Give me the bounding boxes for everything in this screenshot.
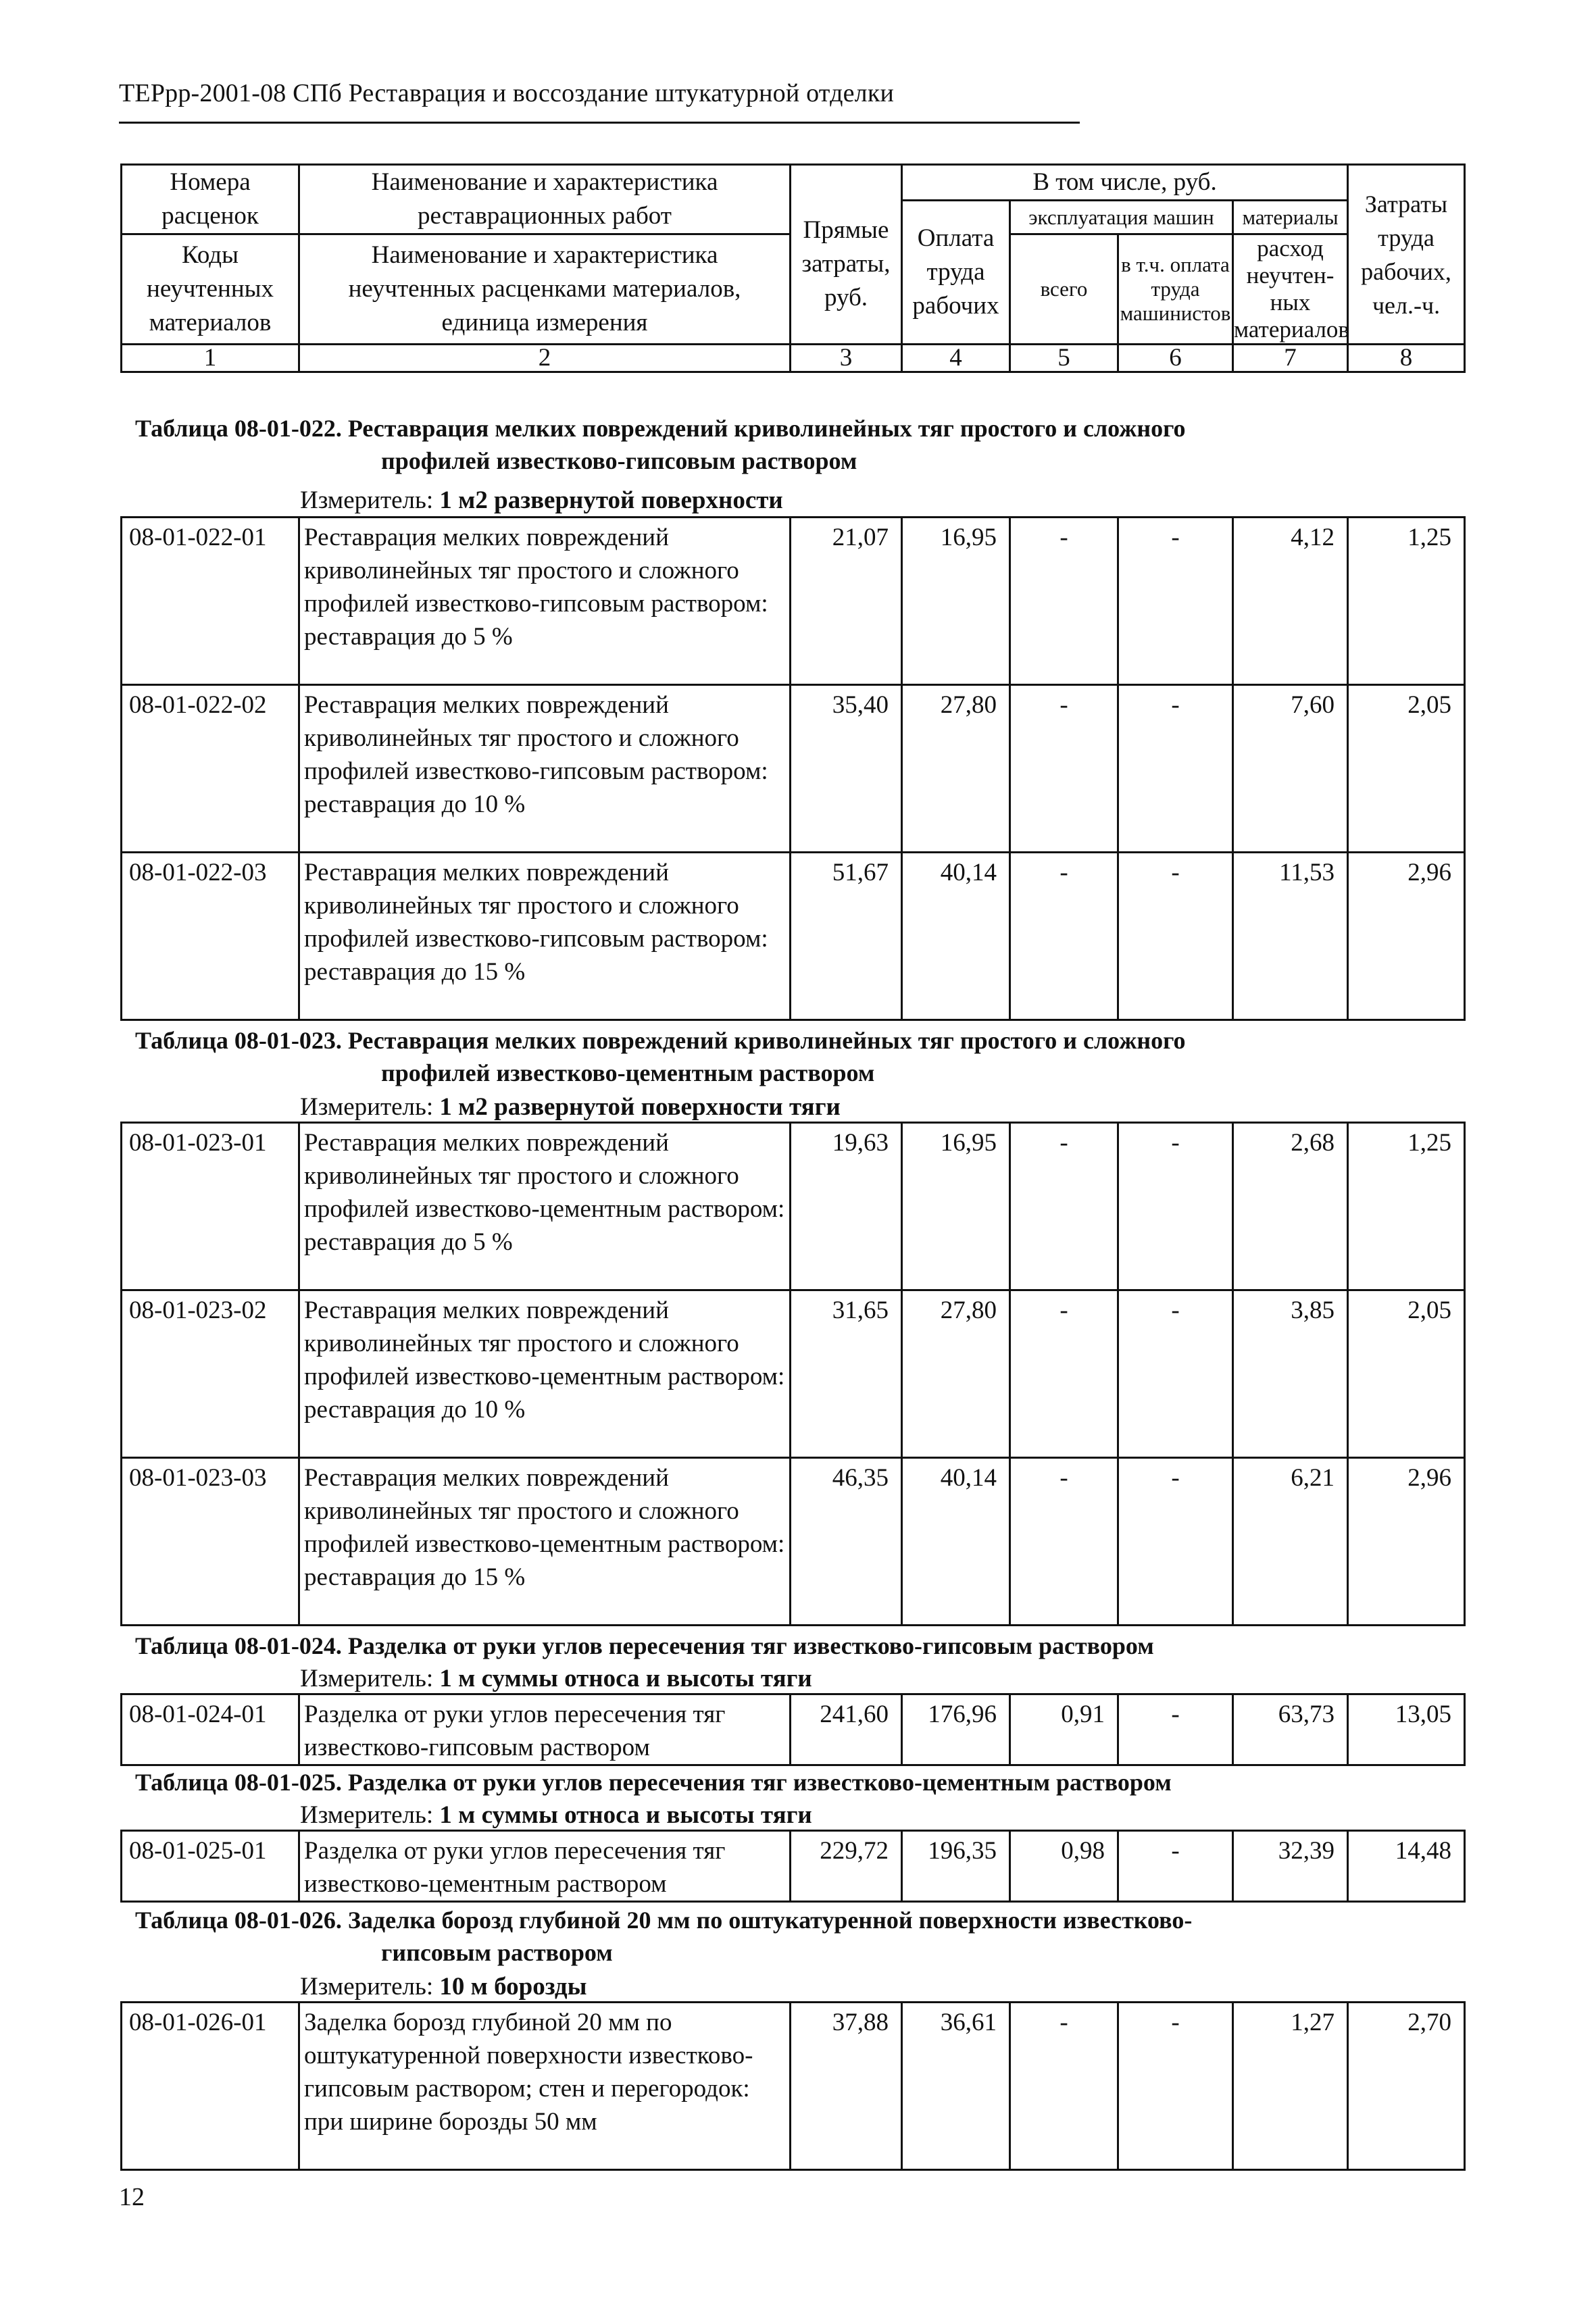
col-materials-unaccounted: расход неучтен-ных материалов [1233, 234, 1348, 345]
rate-code: 08-01-022-02 [122, 685, 299, 853]
rates-table-026 [120, 2001, 1466, 2171]
direct-cost: 31,65 [791, 1290, 902, 1458]
machines-cost: - [1010, 518, 1118, 685]
rate-description: Реставрация мелких повреждений криволинейных тяг простого и сложного профилей известково-цементным раствором: реставрация до 5 % [299, 1123, 791, 1290]
machinists-wage: - [1118, 518, 1233, 685]
col-name-top: Наименование и характеристика реставрационных работ [299, 165, 791, 234]
table-unit: Измеритель: 1 м суммы относа и высоты тяги [300, 1665, 812, 1692]
machines-cost: - [1010, 1123, 1118, 1290]
col-name-bottom: Наименование и характеристика неучтенных расценками материалов, единица измерения [299, 234, 791, 345]
rate-code: 08-01-023-01 [122, 1123, 299, 1290]
rate-description: Реставрация мелких повреждений криволинейных тяг простого и сложного профилей известково-гипсовым раствором: реставрация до 5 % [299, 518, 791, 685]
table-row [122, 1290, 1465, 1458]
wage-cost: 36,61 [902, 2003, 1010, 2170]
table-unit: Измеритель: 1 м2 развернутой поверхности тяги [300, 1093, 841, 1121]
rate-description: Реставрация мелких повреждений криволинейных тяг простого и сложного профилей известково-гипсовым раствором: реставрация до 10 % [299, 685, 791, 853]
labor-hours: 2,70 [1348, 2003, 1465, 2170]
machinists-wage: - [1118, 1123, 1233, 1290]
wage-cost: 40,14 [902, 1458, 1010, 1626]
materials-cost: 32,39 [1233, 1831, 1348, 1902]
col-incl: В том числе, руб. [902, 165, 1348, 201]
machines-cost: 0,98 [1010, 1831, 1118, 1902]
materials-cost: 7,60 [1233, 685, 1348, 853]
machinists-wage: - [1118, 1694, 1233, 1765]
rates-table-025 [120, 1830, 1466, 1903]
rate-description: Разделка от руки углов пересечения тяг известково-гипсовым раствором [299, 1694, 791, 1765]
machines-cost: - [1010, 685, 1118, 853]
machinists-wage: - [1118, 685, 1233, 853]
rate-code: 08-01-023-02 [122, 1290, 299, 1458]
machinists-wage: - [1118, 853, 1233, 1020]
rate-code: 08-01-025-01 [122, 1831, 299, 1902]
rate-description: Реставрация мелких повреждений криволинейных тяг простого и сложного профилей известково-гипсовым раствором: реставрация до 15 % [299, 853, 791, 1020]
col-number-4: 4 [902, 345, 1010, 372]
col-wage: Оплата труда рабочих [902, 201, 1010, 345]
rates-table-022 [120, 516, 1466, 1021]
labor-hours: 2,96 [1348, 853, 1465, 1020]
table-title: Таблица 08-01-022. Реставрация мелких повреждений криволинейных тяг простого и сложного профилей известково-гипсовым раствором [135, 415, 1186, 474]
col-number-7: 7 [1233, 345, 1348, 372]
wage-cost: 27,80 [902, 1290, 1010, 1458]
table-title: Таблица 08-01-023. Реставрация мелких повреждений криволинейных тяг простого и сложного профилей известково-цементным раствором [135, 1027, 1186, 1086]
col-materials: материалы [1233, 201, 1348, 234]
rates-table-023 [120, 1122, 1466, 1626]
materials-cost: 4,12 [1233, 518, 1348, 685]
wage-cost: 196,35 [902, 1831, 1010, 1902]
materials-cost: 63,73 [1233, 1694, 1348, 1765]
title-rule [119, 122, 1080, 124]
machinists-wage: - [1118, 1290, 1233, 1458]
machines-cost: 0,91 [1010, 1694, 1118, 1765]
wage-cost: 176,96 [902, 1694, 1010, 1765]
rate-description: Реставрация мелких повреждений криволинейных тяг простого и сложного профилей известково-цементным раствором: реставрация до 10 % [299, 1290, 791, 1458]
table-unit: Измеритель: 1 м суммы относа и высоты тяги [300, 1801, 812, 1829]
machines-cost: - [1010, 1458, 1118, 1626]
table-row [122, 1123, 1465, 1290]
machinists-wage: - [1118, 1458, 1233, 1626]
direct-cost: 37,88 [791, 2003, 902, 2170]
table-row [122, 853, 1465, 1020]
col-machines-wage: в т.ч. оплата труда машинистов [1118, 234, 1233, 345]
machines-cost: - [1010, 1290, 1118, 1458]
direct-cost: 35,40 [791, 685, 902, 853]
rate-description: Заделка борозд глубиной 20 мм по оштукатуренной поверхности известково-гипсовым раствором; стен и перегородок: при ширине борозды 50 мм [299, 2003, 791, 2170]
rate-code: 08-01-026-01 [122, 2003, 299, 2170]
table-row [122, 518, 1465, 685]
col-number-3: 3 [791, 345, 902, 372]
col-machines-total: всего [1010, 234, 1118, 345]
materials-cost: 3,85 [1233, 1290, 1348, 1458]
col-number-2: 2 [299, 345, 791, 372]
col-labor: Затраты труда рабочих, чел.-ч. [1348, 165, 1465, 345]
direct-cost: 21,07 [791, 518, 902, 685]
direct-cost: 19,63 [791, 1123, 902, 1290]
machinists-wage: - [1118, 1831, 1233, 1902]
table-row [122, 2003, 1465, 2170]
table-unit: Измеритель: 10 м борозды [300, 1973, 587, 2001]
table-title: Таблица 08-01-024. Разделка от руки углов пересечения тяг известково-гипсовым раствором [135, 1632, 1154, 1659]
labor-hours: 2,05 [1348, 685, 1465, 853]
labor-hours: 14,48 [1348, 1831, 1465, 1902]
wage-cost: 16,95 [902, 518, 1010, 685]
table-unit: Измеритель: 1 м2 развернутой поверхности [300, 486, 783, 514]
labor-hours: 13,05 [1348, 1694, 1465, 1765]
table-row [122, 1694, 1465, 1765]
materials-cost: 1,27 [1233, 2003, 1348, 2170]
col-code-top: Номера расценок [122, 165, 299, 234]
materials-cost: 6,21 [1233, 1458, 1348, 1626]
col-number-5: 5 [1010, 345, 1118, 372]
page-number: 12 [119, 2183, 145, 2211]
col-number-1: 1 [122, 345, 299, 372]
document-title: ТЕРрр-2001-08 СПб Реставрация и воссоздание штукатурной отделки [119, 79, 895, 107]
rate-description: Реставрация мелких повреждений криволинейных тяг простого и сложного профилей известково-цементным раствором: реставрация до 15 % [299, 1458, 791, 1626]
labor-hours: 1,25 [1348, 1123, 1465, 1290]
labor-hours: 2,05 [1348, 1290, 1465, 1458]
table-title: Таблица 08-01-026. Заделка борозд глубиной 20 мм по оштукатуренной поверхности известково- гипсовым раствором [135, 1907, 1193, 1966]
table-row [122, 685, 1465, 853]
column-header-table [120, 164, 1466, 373]
machinists-wage: - [1118, 2003, 1233, 2170]
col-code-bottom: Коды неучтенных материалов [122, 234, 299, 345]
direct-cost: 51,67 [791, 853, 902, 1020]
table-title: Таблица 08-01-025. Разделка от руки углов пересечения тяг известково-цементным раствором [135, 1769, 1172, 1796]
materials-cost: 11,53 [1233, 853, 1348, 1020]
table-row [122, 1458, 1465, 1626]
rate-description: Разделка от руки углов пересечения тяг известково-цементным раствором [299, 1831, 791, 1902]
wage-cost: 40,14 [902, 853, 1010, 1020]
wage-cost: 27,80 [902, 685, 1010, 853]
labor-hours: 2,96 [1348, 1458, 1465, 1626]
rate-code: 08-01-023-03 [122, 1458, 299, 1626]
rate-code: 08-01-024-01 [122, 1694, 299, 1765]
col-direct: Прямые затраты, руб. [791, 165, 902, 345]
rate-code: 08-01-022-01 [122, 518, 299, 685]
table-row [122, 1831, 1465, 1902]
labor-hours: 1,25 [1348, 518, 1465, 685]
direct-cost: 241,60 [791, 1694, 902, 1765]
col-machines: эксплуатация машин [1010, 201, 1233, 234]
col-number-6: 6 [1118, 345, 1233, 372]
rate-code: 08-01-022-03 [122, 853, 299, 1020]
machines-cost: - [1010, 853, 1118, 1020]
materials-cost: 2,68 [1233, 1123, 1348, 1290]
rates-table-024 [120, 1693, 1466, 1766]
direct-cost: 46,35 [791, 1458, 902, 1626]
wage-cost: 16,95 [902, 1123, 1010, 1290]
col-number-8: 8 [1348, 345, 1465, 372]
machines-cost: - [1010, 2003, 1118, 2170]
direct-cost: 229,72 [791, 1831, 902, 1902]
